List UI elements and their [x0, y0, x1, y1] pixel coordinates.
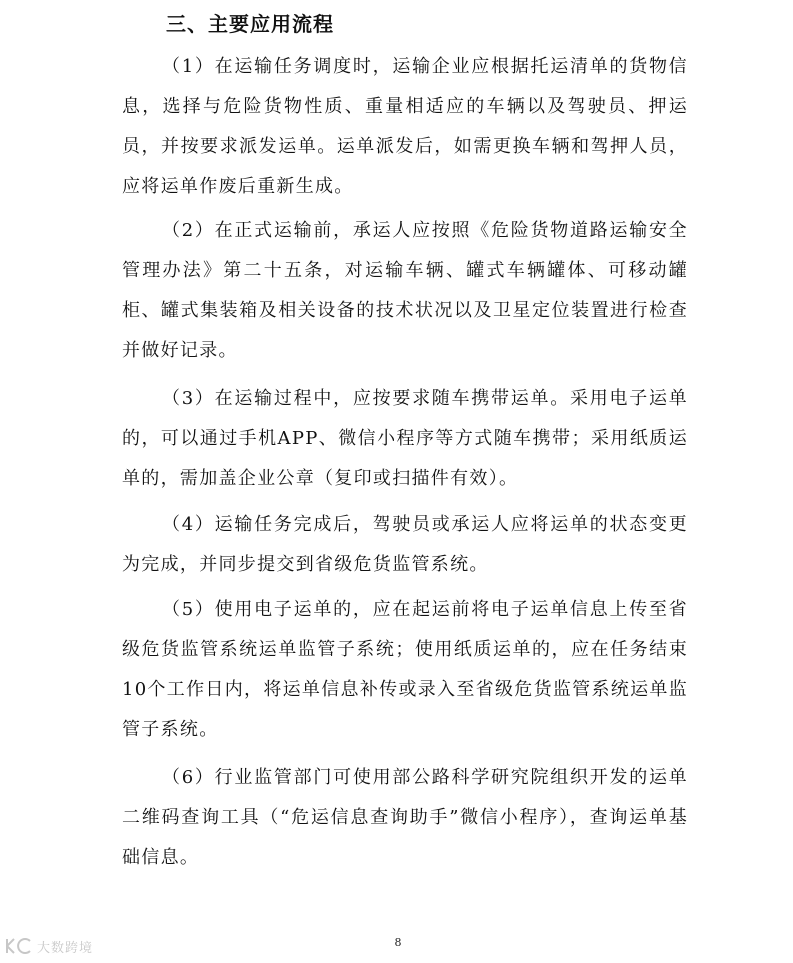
paragraph-3: （3）在运输过程中，应按要求随车携带运单。采用电子运单的，可以通过手机APP、微信小程序等方式随车携带；采用纸质运单的，需加盖企业公章（复印或扫描件有效）。: [122, 388, 688, 489]
watermark: [4, 935, 93, 957]
paragraph-2: （2）在正式运输前，承运人应按照《危险货物道路运输安全管理办法》第二十五条，对运输车辆、罐式车辆罐体、可移动罐柜、罐式集装箱及相关设备的技术状况以及卫星定位装置进行检查并做好记录。: [122, 220, 688, 361]
page-number: 8: [394, 936, 402, 949]
section-heading: 三、主要应用流程: [166, 12, 334, 36]
paragraph-6: （6）行业监管部门可使用部公路科学研究院组织开发的运单二维码查询工具（“危运信息查询助手”微信小程序），查询运单基础信息。: [122, 767, 688, 868]
kc-logo-icon: [4, 936, 34, 956]
paragraph-5: （5）使用电子运单的，应在起运前将电子运单信息上传至省级危货监管系统运单监管子系统；使用纸质运单的，应在任务结束10个工作日内，将运单信息补传或录入至省级危货监管系统运单监管子系统。: [122, 599, 688, 740]
watermark-text: 大数跨境: [37, 940, 94, 956]
paragraph-4: （4）运输任务完成后，驾驶员或承运人应将运单的状态变更为完成，并同步提交到省级危货监管系统。: [122, 514, 688, 575]
paragraph-1: （1）在运输任务调度时，运输企业应根据托运清单的货物信息，选择与危险货物性质、重量相适应的车辆以及驾驶员、押运员，并按要求派发运单。运单派发后，如需更换车辆和驾押人员，应将运单作废后重新生成。: [122, 56, 688, 197]
